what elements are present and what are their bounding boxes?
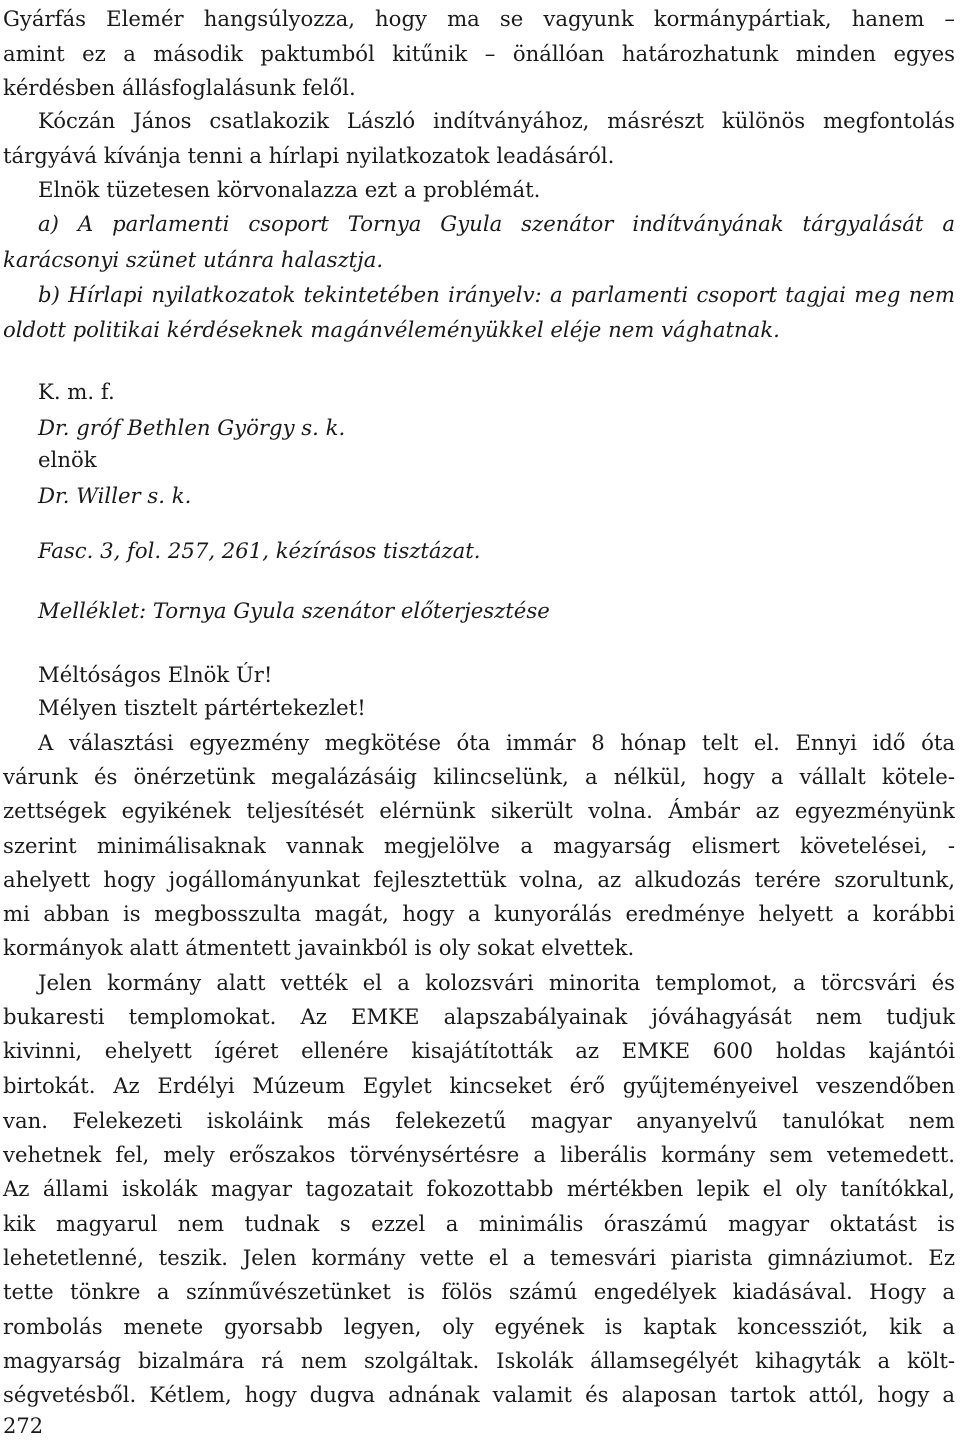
text-line: van. Felekezeti iskoláink más felekezetű magyar anyanyelvű tanulókat nem [3, 1108, 955, 1133]
text-line: Mélyen tisztelt pártértekezlet! [38, 695, 366, 720]
text-line: karácsonyi szünet utánra halasztja. [3, 247, 384, 272]
text-line: Gyárfás Elemér hangsúlyozza, hogy ma se vagyunk kormánypártiak, hanem – [3, 6, 955, 31]
text-line: magyarság bizalmára rá nem szolgáltak. Iskolák államsegélyét kihagyták a költ- [3, 1348, 955, 1373]
text-line: Dr. Willer s. k. [38, 483, 192, 508]
text-line: tette tönkre a színművészetünket is fölös számú engedélyek kiadásával. Hogy a [3, 1279, 955, 1304]
text-line: lehetetlenné, teszik. Jelen kormány vette el a temesvári piarista gimnáziumot. Ez [3, 1245, 955, 1270]
text-line: kik magyarul nem tudnak s ezzel a minimális óraszámú magyar oktatást is [3, 1211, 955, 1236]
text-line: mi abban is megbosszulta magát, hogy a kunyorálás eredménye helyett a korábbi [3, 901, 955, 926]
text-line: kivinni, ehelyett ígéret ellenére kisajátították az EMKE 600 holdas kajántói [3, 1038, 955, 1063]
text-line: Fasc. 3, fol. 257, 261, kézírásos tisztázat. [38, 538, 481, 563]
text-line: Dr. gróf Bethlen György s. k. [38, 415, 346, 440]
text-line: a) A parlamenti csoport Tornya Gyula szenátor indítványának tárgyalását a [38, 211, 955, 236]
text-line: oldott politikai kérdéseknek magánvéleményükkel eléje nem vághatnak. [3, 317, 780, 342]
text-line: b) Hírlapi nyilatkozatok tekintetében irányelv: a parlamenti csoport tagjai meg nem [38, 282, 955, 307]
text-line: Elnök tüzetesen körvonalazza ezt a problémát. [38, 177, 541, 202]
text-line: tárgyává kívánja tenni a hírlapi nyilatkozatok leadásáról. [3, 143, 615, 168]
text-line: ségvetésből. Kétlem, hogy dugva adnának valamit és alaposan tartok attól, hogy a [3, 1382, 955, 1407]
text-line: szerint minimálisaknak vannak megjelölve a magyarság elismert követelései, - [3, 833, 955, 858]
text-line: amint ez a második paktumból kitűnik – önállóan határozhatunk minden egyes [3, 41, 955, 66]
text-line: Kóczán János csatlakozik László indítványához, másrészt különös megfontolás [38, 108, 955, 133]
text-line: elnök [38, 447, 97, 472]
text-line: várunk és önérzetünk megalázásáig kilincselünk, a nélkül, hogy a vállalt kötele- [3, 764, 955, 789]
text-line: kormányok alatt átmentett javainkból is oly sokat elvettek. [3, 935, 635, 960]
text-line: rombolás menete gyorsabb legyen, oly egyének is kaptak koncessziót, kik a [3, 1314, 955, 1339]
text-line: vehetnek fel, mely erőszakos törvénysértésre a liberális kormány sem vetemedett. [3, 1142, 955, 1167]
text-line: Az állami iskolák magyar tagozatait fokozottabb mértékben lepik el oly tanítókkal, [3, 1176, 955, 1201]
text-line: K. m. f. [38, 379, 115, 404]
text-line: Melléklet: Tornya Gyula szenátor előterjesztése [38, 598, 550, 623]
text-line: kérdésben állásfoglalásunk felől. [3, 75, 356, 100]
text-line: A választási egyezmény megkötése óta immár 8 hónap telt el. Ennyi idő óta [38, 730, 955, 755]
text-line: birtokát. Az Erdélyi Múzeum Egylet kincseket érő gyűjteményeivel veszendőben [3, 1073, 955, 1098]
text-line: Méltóságos Elnök Úr! [38, 662, 273, 687]
text-line: zettségek egyikének teljesítését elérnünk sikerült volna. Ámbár az egyezményünk [3, 798, 955, 823]
text-line: Jelen kormány alatt vették el a kolozsvári minorita templomot, a törcsvári és [38, 970, 955, 995]
text-line: bukaresti templomokat. Az EMKE alapszabályainak jóváhagyását nem tudjuk [3, 1004, 955, 1029]
page-number: 272 [3, 1414, 44, 1438]
text-line: ahelyett hogy jogállományunkat fejlesztettük volna, az alkudozás terére szorultunk, [3, 867, 955, 892]
